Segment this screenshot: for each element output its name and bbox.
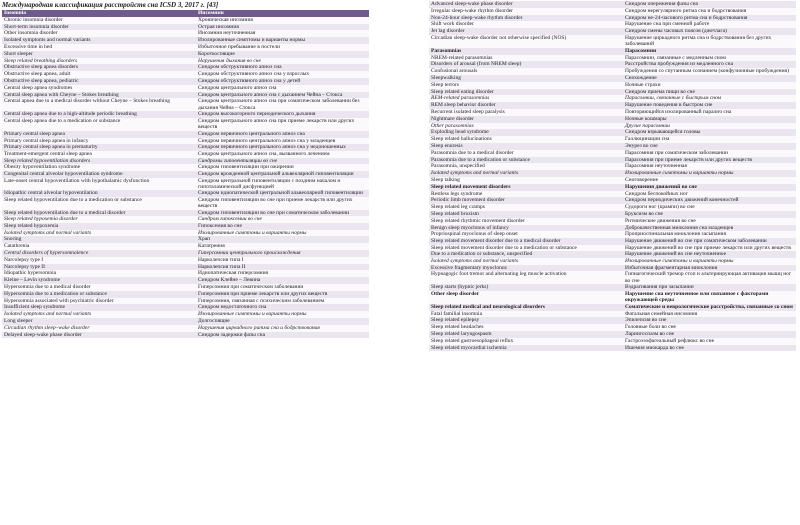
term-ru: Идиопатическая гиперсомния — [198, 270, 269, 277]
table-row — [429, 15, 796, 22]
term-en: Other parasomnias — [431, 122, 474, 129]
term-ru: Парасомния неуточненная — [625, 163, 687, 170]
term-ru: Нарушение поведения в быстром сне — [625, 102, 713, 109]
term-en: Short-term insomnia disorder — [4, 23, 69, 30]
term-en: Primary central sleep apnea — [4, 130, 65, 137]
term-ru: Гипоксемия во сне — [198, 222, 242, 229]
term-ru: Синдром опережения фазы сна — [625, 1, 698, 7]
term-ru: Синдром центрального апноэ сна, вызванного лечением — [198, 150, 330, 157]
term-ru: Короткоспящие — [198, 50, 235, 57]
term-ru: Изолированные симптомы и варианты нормы — [625, 257, 734, 264]
table-row — [429, 197, 796, 204]
table-row — [429, 61, 796, 68]
term-en: REM sleep behavior disorder — [431, 102, 496, 109]
term-en: Obesity hypoventilation syndrome — [4, 164, 81, 171]
table-row — [2, 44, 369, 51]
table-row — [429, 157, 796, 164]
term-en: Central sleep apnea due to a high-altitude periodic breathing — [4, 111, 137, 118]
term-ru: Эпилепсия во сне — [625, 317, 667, 324]
table-row — [2, 17, 369, 24]
term-ru: Бруксизм во сне — [625, 210, 663, 217]
term-ru: Ритмические движения во сне — [625, 217, 696, 224]
term-en: Narcolepsy type II — [4, 263, 45, 270]
term-ru: Ишемия миокарда во сне — [625, 344, 684, 351]
term-ru: Изолированные симптомы и варианты нормы — [198, 311, 307, 318]
term-en: Insufficient sleep syndrome — [4, 304, 65, 311]
table-row — [429, 109, 796, 116]
term-en: Treatment-emergent central sleep apnea — [4, 150, 92, 157]
term-ru: Гастроэзофагеальный рефлюкс во сне — [625, 337, 715, 344]
term-en: Circadian rhythm sleep–wake disorder — [4, 324, 90, 331]
term-ru: Доброкачественная миоклония сна младенцев — [625, 224, 734, 231]
term-en: Other insomnia disorder — [4, 30, 58, 37]
term-en: Due to a medication or substance, unspecified — [431, 250, 533, 257]
table-caption: Международная классификация расстройств сна ICSD 3, 2017 г. [43] — [2, 1, 219, 9]
term-en: Parasomnia, unspecified — [431, 163, 485, 170]
term-en: Sleep related medical and neurological disorders — [431, 303, 545, 310]
table-row — [429, 211, 796, 218]
term-en: Shift work disorder — [431, 21, 474, 28]
table-row — [429, 48, 796, 55]
term-ru: Гипнагогический тремор стоп и альтернирующая активация мышц ног во сне — [625, 271, 792, 284]
table-row — [429, 143, 796, 150]
term-en: Primary central sleep apnea in infancy — [4, 137, 89, 144]
term-en: Sleep related movement disorders — [431, 183, 511, 190]
table-row — [2, 318, 369, 325]
term-en: Primary central sleep apnea in prematurity — [4, 144, 98, 151]
term-ru: Синдром высокогорного периодического дыхания — [198, 111, 316, 118]
term-ru: Нарколепсия типа I — [198, 256, 244, 263]
term-en: Sleep related hypoventilation due to a medical disorder — [4, 209, 126, 216]
table-row — [429, 123, 796, 130]
table-row — [429, 284, 796, 291]
term-ru: Нарушение движений во сне неуточненное — [625, 250, 727, 257]
table-row — [429, 331, 796, 338]
term-ru: Синдром гиповентиляции во сне при приеме лекарств или других веществ — [198, 196, 353, 210]
term-en: Idiopathic hypersomnia — [4, 270, 57, 277]
table-row — [429, 102, 796, 109]
table-row — [2, 98, 369, 111]
table-row — [2, 78, 369, 85]
term-ru: Изолированные симптомы и варианты нормы — [625, 170, 734, 177]
table-row — [429, 311, 796, 318]
term-en: Isolated symptoms and normal variants — [4, 229, 92, 236]
table-row — [2, 284, 369, 291]
table-row — [429, 251, 796, 258]
term-en: Parasomnias — [431, 47, 462, 54]
term-ru: Синдром обструктивного апноэ сна — [198, 64, 282, 71]
term-ru: Инсомния неуточненная — [198, 30, 256, 37]
table-row — [2, 304, 369, 311]
term-ru: Синдром центрального апноэ сна — [198, 84, 277, 91]
term-ru: Парасомнии, связанные с медленным сном — [625, 54, 726, 61]
term-ru: Синдром недостаточного сна — [198, 304, 267, 311]
term-ru: Нарколепсия типа II — [198, 263, 246, 270]
term-ru: Пробуждения со спутанным сознанием (конфузионные пробуждения) — [625, 68, 789, 75]
table-row — [2, 118, 369, 131]
table-row — [429, 21, 796, 28]
term-ru: Синдром не-24-часового ритма сна и бодрствования — [625, 14, 748, 21]
term-ru: Синдром приема пищи во сне — [625, 88, 695, 95]
table-row — [429, 204, 796, 211]
term-en: Confusional arousals — [431, 68, 478, 75]
term-en: Excessive time in bed — [4, 43, 53, 50]
term-en: Hypersomnia associated with psychiatric disorder — [4, 297, 114, 304]
table-row — [429, 177, 796, 184]
table-row — [2, 311, 369, 318]
term-en: Sleep related laryngospasm — [431, 330, 492, 337]
term-ru: Кататрения — [198, 243, 225, 250]
table-row — [429, 150, 796, 157]
term-en: Obstructive sleep apnea, adult — [4, 71, 71, 78]
table-row — [2, 325, 369, 332]
term-en: Periodic limb movement disorder — [431, 197, 505, 204]
term-ru: Изолированные симптомы и варианты нормы — [198, 37, 306, 44]
table-row — [429, 1, 796, 8]
table-row — [429, 291, 796, 304]
term-ru: Синдром первичного центрального апноэ сна — [198, 130, 305, 137]
table-row — [2, 236, 369, 243]
term-en: Sleep starts (hypnic jerks) — [431, 284, 489, 291]
table-row — [2, 178, 369, 191]
table-left-column — [2, 10, 369, 338]
table-row — [2, 92, 369, 99]
term-ru: Синдром гиповентиляции при ожирении — [198, 164, 294, 171]
table-header-row — [2, 10, 369, 17]
term-ru: Изолированные симптомы и варианты нормы — [198, 229, 307, 236]
table-row — [429, 68, 796, 75]
term-ru: Синдром нерегулярного ритма сна и бодрствования — [625, 7, 747, 14]
term-en: Obstructive sleep apnea, pediatric — [4, 77, 79, 84]
table-row — [2, 298, 369, 305]
term-ru: Синдром беспокойных ног — [625, 190, 688, 197]
term-ru: Храп — [198, 236, 211, 243]
term-ru: Синдром центрального апноэ сна при соматическом заболевании без дыхания Чейна – Стокса — [198, 98, 360, 111]
term-en: REM-related parasomnias — [431, 95, 490, 102]
term-en: Central apnea due to a medical disorder without Cheyne – Stokes breathing — [4, 98, 171, 105]
term-en: Parasomnia due to a medication or substance — [431, 156, 530, 163]
term-en: Central disorders of hypersomnolence — [4, 250, 89, 256]
term-en: Fatal familial insomnia — [431, 310, 483, 317]
term-ru: Синдром врожденной центральной альвеолярной гиповентиляции — [198, 171, 354, 178]
term-en: Sleep related hypoxemia disorder — [4, 216, 78, 223]
table-row — [429, 75, 796, 82]
term-ru: Синдром первичного центрального апноэ сна у недоношенных — [198, 144, 346, 151]
table-row — [2, 164, 369, 171]
term-ru: Нарушение движений во сне при соматическом заболевании — [625, 238, 767, 245]
table-row — [429, 271, 796, 284]
term-en: Isolated symptoms and normal variants — [431, 170, 519, 177]
term-ru: Синдром центральной гиповентиляции с поздним началом и гипоталамической дисфункцией — [198, 177, 341, 190]
term-ru: Синдром обструктивного апноэ сна у взрослых — [198, 71, 310, 78]
term-ru: Головные боли во сне — [625, 324, 676, 331]
term-en: Sleep related hypoventilation due to a medication or substance — [4, 196, 142, 203]
term-ru: Нарушения циркадного ритма сна и бодрствования — [198, 324, 320, 331]
term-ru: Сноговорение — [625, 176, 659, 183]
table-row — [2, 85, 369, 92]
term-ru: Соматические и неврологические расстройства, связанные со сном — [625, 303, 793, 310]
term-ru: Нарушение циркадного ритма сна и бодрствования без других заболеваний — [625, 34, 772, 48]
term-en: Sleep terrors — [431, 81, 459, 88]
table-row — [429, 55, 796, 62]
table-row — [429, 225, 796, 232]
term-ru: Галлюцинации сна — [625, 136, 670, 143]
term-en: Circadian sleep-wake disorder not otherwise specified (NOS) — [431, 34, 567, 41]
term-en: Sleep related gastroesophageal reflux — [431, 337, 514, 344]
term-en: Jet lag disorder — [431, 28, 465, 35]
term-en: Sleep related breathing disorders — [4, 57, 78, 64]
term-en: Sleep related movement disorder due to a medical disorder — [431, 238, 561, 245]
table-row — [2, 216, 369, 223]
term-en: Hypersomnia due to a medication or substance — [4, 290, 107, 297]
term-en: Sleep related eating disorder — [431, 88, 494, 95]
table-row — [2, 64, 369, 71]
term-ru: Синдром взрывающейся головы — [625, 129, 701, 136]
term-ru: Парасомния при приеме лекарств или других веществ — [625, 156, 752, 163]
table-row — [429, 304, 796, 311]
term-ru: Синдром Клейне – Левина — [198, 277, 261, 284]
table-row — [429, 258, 796, 265]
table-row — [2, 51, 369, 58]
table-row — [2, 270, 369, 277]
table-row — [2, 58, 369, 65]
table-row — [2, 250, 369, 257]
term-en: NREM-related parasomnias — [431, 54, 493, 61]
table-row — [429, 136, 796, 143]
table-row — [2, 111, 369, 118]
term-en: Idiopathic central alveolar hypoventilation — [4, 190, 98, 197]
term-ru: Хроническая инсомния — [198, 16, 253, 23]
table-row — [2, 277, 369, 284]
term-en: Irregular sleep-wake rhythm disorder — [431, 7, 514, 14]
table-row — [2, 332, 369, 339]
term-ru: Парасомнии, связанные с быстрым сном — [625, 95, 722, 102]
term-ru: Нарушение сна неуточненное или связанное с факторами окружающей среды — [625, 290, 769, 304]
term-ru: Острая инсомния — [198, 23, 239, 30]
term-ru: Синдром первичного центрального апноэ сна у младенцев — [198, 137, 336, 144]
term-en: Sleep related hypoventilation disorders — [4, 157, 91, 164]
table-row — [2, 257, 369, 264]
term-en: Obstructive sleep apnea disorders — [4, 64, 79, 71]
table-row — [2, 71, 369, 78]
term-ru: Парасомния при соматическом заболевании — [625, 149, 728, 156]
term-en: Isolated symptoms and normal variants — [4, 311, 92, 318]
term-ru: Другие парасомнии — [625, 122, 670, 129]
term-ru: Ночные кошмары — [625, 115, 667, 122]
term-ru: Нарушение сна при сменной работе — [625, 21, 710, 28]
term-en: Delayed sleep-wake phase disorder — [4, 331, 82, 338]
term-en: Sleep related hallucinations — [431, 136, 492, 143]
term-ru: Ларингоспазм во сне — [625, 330, 675, 337]
term-ru: Нарушения движений во сне — [625, 183, 697, 190]
term-en: Sleep talking — [431, 176, 460, 183]
table-row — [429, 324, 796, 331]
term-ru: Синдром гипоксемии во сне — [198, 216, 262, 223]
term-en: Benign sleep myoclonus of infancy — [431, 224, 509, 231]
table-row — [429, 317, 796, 324]
table-row — [429, 218, 796, 225]
term-en: Hypnagogic foot tremor and alternating leg muscle activation — [431, 271, 567, 278]
term-ru: Фатальная семейная инсомния — [625, 310, 698, 317]
term-ru: Парасомнии — [625, 47, 657, 54]
term-en: Catathrenia — [4, 243, 30, 250]
term-en: Sleep related leg cramps — [431, 204, 485, 211]
table-row — [2, 243, 369, 250]
header-ru: Инсомнии — [198, 10, 224, 16]
header-en: Insomnia — [4, 10, 27, 16]
term-en: Snoring — [4, 236, 22, 243]
term-ru: Синдром центрального апноэ сна с дыханием Чейна – Стокса — [198, 91, 343, 98]
term-ru: Синдром идиопатической центральной альвеолярной гиповентиляции — [198, 190, 363, 197]
term-en: Recurrent isolated sleep paralysis — [431, 108, 505, 115]
table-row — [2, 30, 369, 37]
term-en: Isolated symptoms and normal variants — [4, 37, 91, 44]
term-ru: Синдром обструктивного апноэ сна у детей — [198, 77, 301, 84]
table-row — [2, 197, 369, 210]
term-en: Sleep related myocardial ischemia — [431, 344, 507, 351]
term-ru: Синдромы гиповентиляции во сне — [198, 157, 278, 164]
term-en: Propriospinal myoclonus of sleep onset — [431, 231, 518, 238]
term-en: Long sleeper — [4, 317, 33, 324]
table-row — [429, 89, 796, 96]
term-ru: Синдром смены часовых поясов (джетлага) — [625, 28, 727, 35]
term-ru: Избыточная фрагментарная миоклония — [625, 264, 718, 271]
term-ru: Гиперсомния при соматическом заболевании — [198, 283, 304, 290]
term-en: Sleep related movement disorder due to a medication or substance — [431, 244, 577, 251]
table-row — [2, 151, 369, 158]
term-en: Parasomnia due to a medical disorder — [431, 149, 514, 156]
term-en: Sleep enuresis — [431, 142, 463, 149]
term-en: Short sleeper — [4, 50, 33, 57]
table-row — [429, 184, 796, 191]
table-row — [429, 8, 796, 15]
table-row — [2, 24, 369, 31]
term-en: Sleepwalking — [431, 74, 461, 81]
term-ru: Синдром задержки фазы сна — [198, 331, 266, 338]
table-row — [2, 138, 369, 145]
term-ru: Долгоспящие — [198, 317, 230, 324]
table-row — [429, 191, 796, 198]
table-row — [429, 28, 796, 35]
term-en: Sleep related epilepsy — [431, 317, 480, 324]
table-row — [429, 116, 796, 123]
table-row — [2, 230, 369, 237]
term-ru: Синдром центрального апноэ сна при приеме лекарств или других веществ — [198, 117, 355, 131]
term-en: Disorders of arousal (from NREM sleep) — [431, 61, 522, 68]
term-en: Sleep related headaches — [431, 324, 484, 331]
table-row — [429, 345, 796, 352]
term-en: Nightmare disorder — [431, 115, 474, 122]
term-en: Exploding head syndrome — [431, 129, 489, 136]
term-ru: Проприоспинальная миоклония засыпания — [625, 231, 726, 238]
term-en: Narcolepsy type I — [4, 256, 44, 263]
table-row — [2, 131, 369, 138]
term-en: Sleep related hypoxemia — [4, 222, 59, 229]
term-en: Advanced sleep-wake phase disorder — [431, 1, 513, 7]
term-ru: Избыточное пребывание в постели — [198, 43, 280, 50]
term-ru: Ночные страхи — [625, 81, 661, 88]
term-ru: Нарушение движений во сне при приеме лекарств или других веществ — [625, 244, 791, 251]
term-en: Hypersomnia due to a medical disorder — [4, 283, 91, 290]
term-en: Late-onset central hypoventilation with hypothalamic dysfunction — [4, 177, 150, 184]
term-ru: Энурез во сне — [625, 142, 658, 149]
term-ru: Вздрагивания при засыпании — [625, 284, 694, 291]
table-row — [2, 158, 369, 165]
term-en: Central sleep apnea syndromes — [4, 84, 73, 91]
term-ru: Расстройства пробуждения из медленного сна — [625, 61, 734, 68]
table-row — [429, 265, 796, 272]
table-right-column — [429, 1, 796, 351]
table-row — [429, 95, 796, 102]
table-row — [2, 223, 369, 230]
term-ru: Гиперсомния при приеме лекарств или других веществ — [198, 290, 328, 297]
table-row — [429, 231, 796, 238]
term-en: Central sleep apnea with Cheyne – Stokes breathing — [4, 91, 119, 98]
term-en: Non-24-hour sleep-wake rhythm disorder — [431, 14, 523, 21]
term-en: Kleine – Levin syndrome — [4, 277, 61, 284]
term-en: Sleep related rhythmic movement disorder — [431, 217, 525, 224]
table-row — [429, 170, 796, 177]
table-row — [429, 82, 796, 89]
table-row — [2, 264, 369, 271]
term-ru: Синдром гиповентиляции во сне при соматическом заболевании — [198, 209, 350, 216]
term-en: Chronic insomnia disorder — [4, 16, 63, 23]
table-row — [2, 291, 369, 298]
term-ru: Повторяющийся изолированный паралич сна — [625, 108, 732, 115]
term-ru: Синдром периодических движений конечностей — [625, 197, 739, 204]
term-ru: Судороги ног (крампи) во сне — [625, 204, 695, 211]
table-row — [429, 163, 796, 170]
term-en: Sleep related bruxism — [431, 210, 479, 217]
table-row — [429, 338, 796, 345]
term-en: Excessive fragmentary myoclonus — [431, 264, 507, 271]
table-row — [2, 37, 369, 44]
term-en: Congenital central alveolar hypoventilation syndrome — [4, 171, 123, 178]
term-en: Other sleep disorder — [431, 290, 480, 297]
term-en: Central sleep apnea due to a medication or substance — [4, 117, 121, 124]
term-en: Isolated symptoms and normal variants — [431, 257, 519, 264]
table-row — [429, 129, 796, 136]
term-en: Restless legs syndrome — [431, 190, 483, 197]
term-ru: Гиперсомния, связанная с психическим заболеванием — [198, 297, 325, 304]
table-row — [429, 35, 796, 48]
term-ru: Гиперсомнии центрального происхождения — [198, 250, 301, 256]
term-ru: Снохождение — [625, 74, 657, 81]
term-ru: Нарушения дыхания во сне — [198, 57, 261, 64]
